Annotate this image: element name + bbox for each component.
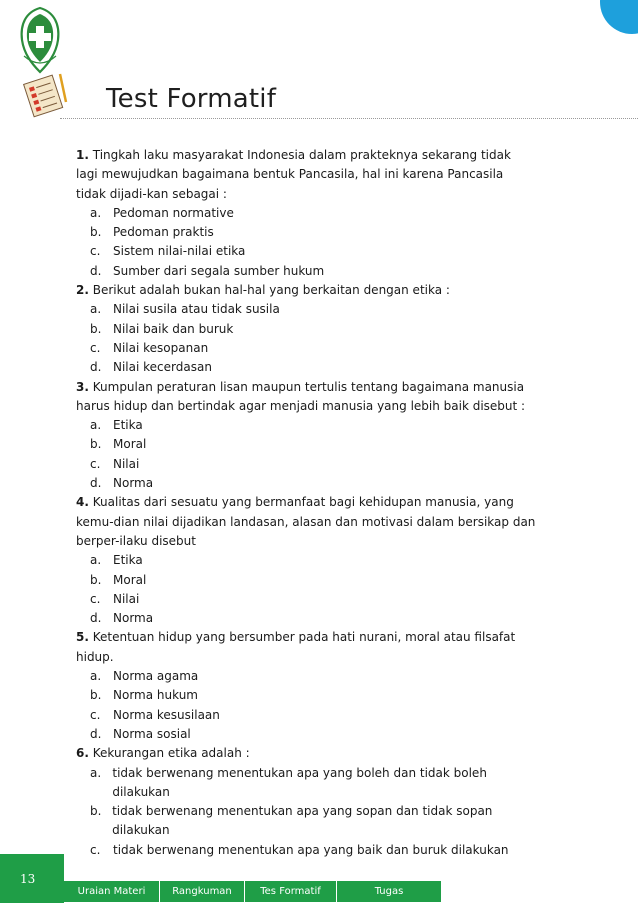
option-1b: b. Pedoman praktis (90, 225, 214, 240)
option-4a: a. Etika (90, 553, 143, 568)
option-6b: b. tidak berwenang menentukan apa yang sopan dan tidak sopan dilakukan (90, 804, 493, 838)
ministry-logo (16, 6, 64, 76)
question-6 (76, 744, 536, 763)
question-number: 4. (76, 495, 89, 510)
footer-nav (64, 881, 442, 902)
checklist-icon (20, 72, 72, 118)
option-5a: a. Norma agama (90, 669, 199, 684)
question-text: Kumpulan peraturan lisan maupun tertulis tentang bagaimana manusia harus hidup dan bertindak agar menjadi manusia yang lebih baik disebut : (76, 379, 526, 413)
question-number: 5. (76, 630, 89, 645)
option-6a: a. tidak berwenang menentukan apa yang boleh dan tidak boleh dilakukan (90, 765, 487, 799)
question-text: Tingkah laku masyarakat Indonesia dalam prakteknya sekarang tidak lagi mewujudkan bagaimana bentuk Pancasila, hal ini karena Pancasila tidak dijadi-kan sebagai : (76, 148, 511, 201)
option-3a: a. Etika (90, 418, 143, 433)
question-text: Kualitas dari sesuatu yang bermanfaat bagi kehidupan manusia, yang kemu-dian nilai dijadikan landasan, alasan dan motivasi dalam bersikap dan berper-ilaku disebut (76, 495, 536, 548)
page-title: Test Formatif (106, 84, 277, 114)
question-4 (76, 493, 536, 551)
option-2d: d. Nilai kecerdasan (90, 360, 212, 375)
tab-rangkuman[interactable]: Rangkuman (160, 881, 245, 902)
page-number: 13 (20, 872, 36, 886)
tab-tugas[interactable]: Tugas (337, 881, 442, 902)
option-3c: c. Nilai (90, 456, 140, 471)
question-1 (76, 146, 536, 204)
option-5c: c. Norma kesusilaan (90, 707, 220, 722)
title-divider (60, 118, 638, 119)
option-3d: d. Norma (90, 476, 154, 491)
question-2 (76, 281, 536, 300)
option-4b: b. Moral (90, 572, 147, 587)
question-list (76, 146, 536, 860)
question-5 (76, 628, 536, 667)
corner-decoration (600, 0, 638, 34)
question-number: 3. (76, 379, 89, 394)
tab-uraian-materi[interactable]: Uraian Materi (64, 881, 160, 902)
option-5d: d. Norma sosial (90, 726, 191, 741)
question-number: 1. (76, 148, 89, 162)
question-3 (76, 378, 536, 417)
option-2a: a. Nilai susila atau tidak susila (90, 302, 280, 317)
option-1c: c. Sistem nilai-nilai etika (90, 244, 246, 259)
tab-tes-formatif[interactable]: Tes Formatif (245, 881, 337, 902)
option-2c: c. Nilai kesopanan (90, 340, 209, 355)
question-text: Ketentuan hidup yang bersumber pada hati nurani, moral atau filsafat hidup. (76, 630, 516, 664)
question-number: 6. (76, 746, 89, 761)
option-5b: b. Norma hukum (90, 688, 198, 703)
option-2b: b. Nilai baik dan buruk (90, 321, 234, 336)
option-6c: c. tidak berwenang menentukan apa yang baik dan buruk dilakukan (90, 842, 509, 857)
option-3b: b. Moral (90, 437, 147, 452)
page-number-box (0, 854, 64, 903)
option-1a: a. Pedoman normative (90, 205, 234, 220)
question-text: Kekurangan etika adalah : (92, 746, 250, 761)
option-1d: d. Sumber dari segala sumber hukum (90, 263, 325, 278)
question-number: 2. (76, 283, 89, 298)
option-4c: c. Nilai (90, 591, 140, 606)
option-4d: d. Norma (90, 611, 154, 626)
question-text: Berikut adalah bukan hal-hal yang berkaitan dengan etika : (92, 283, 450, 298)
